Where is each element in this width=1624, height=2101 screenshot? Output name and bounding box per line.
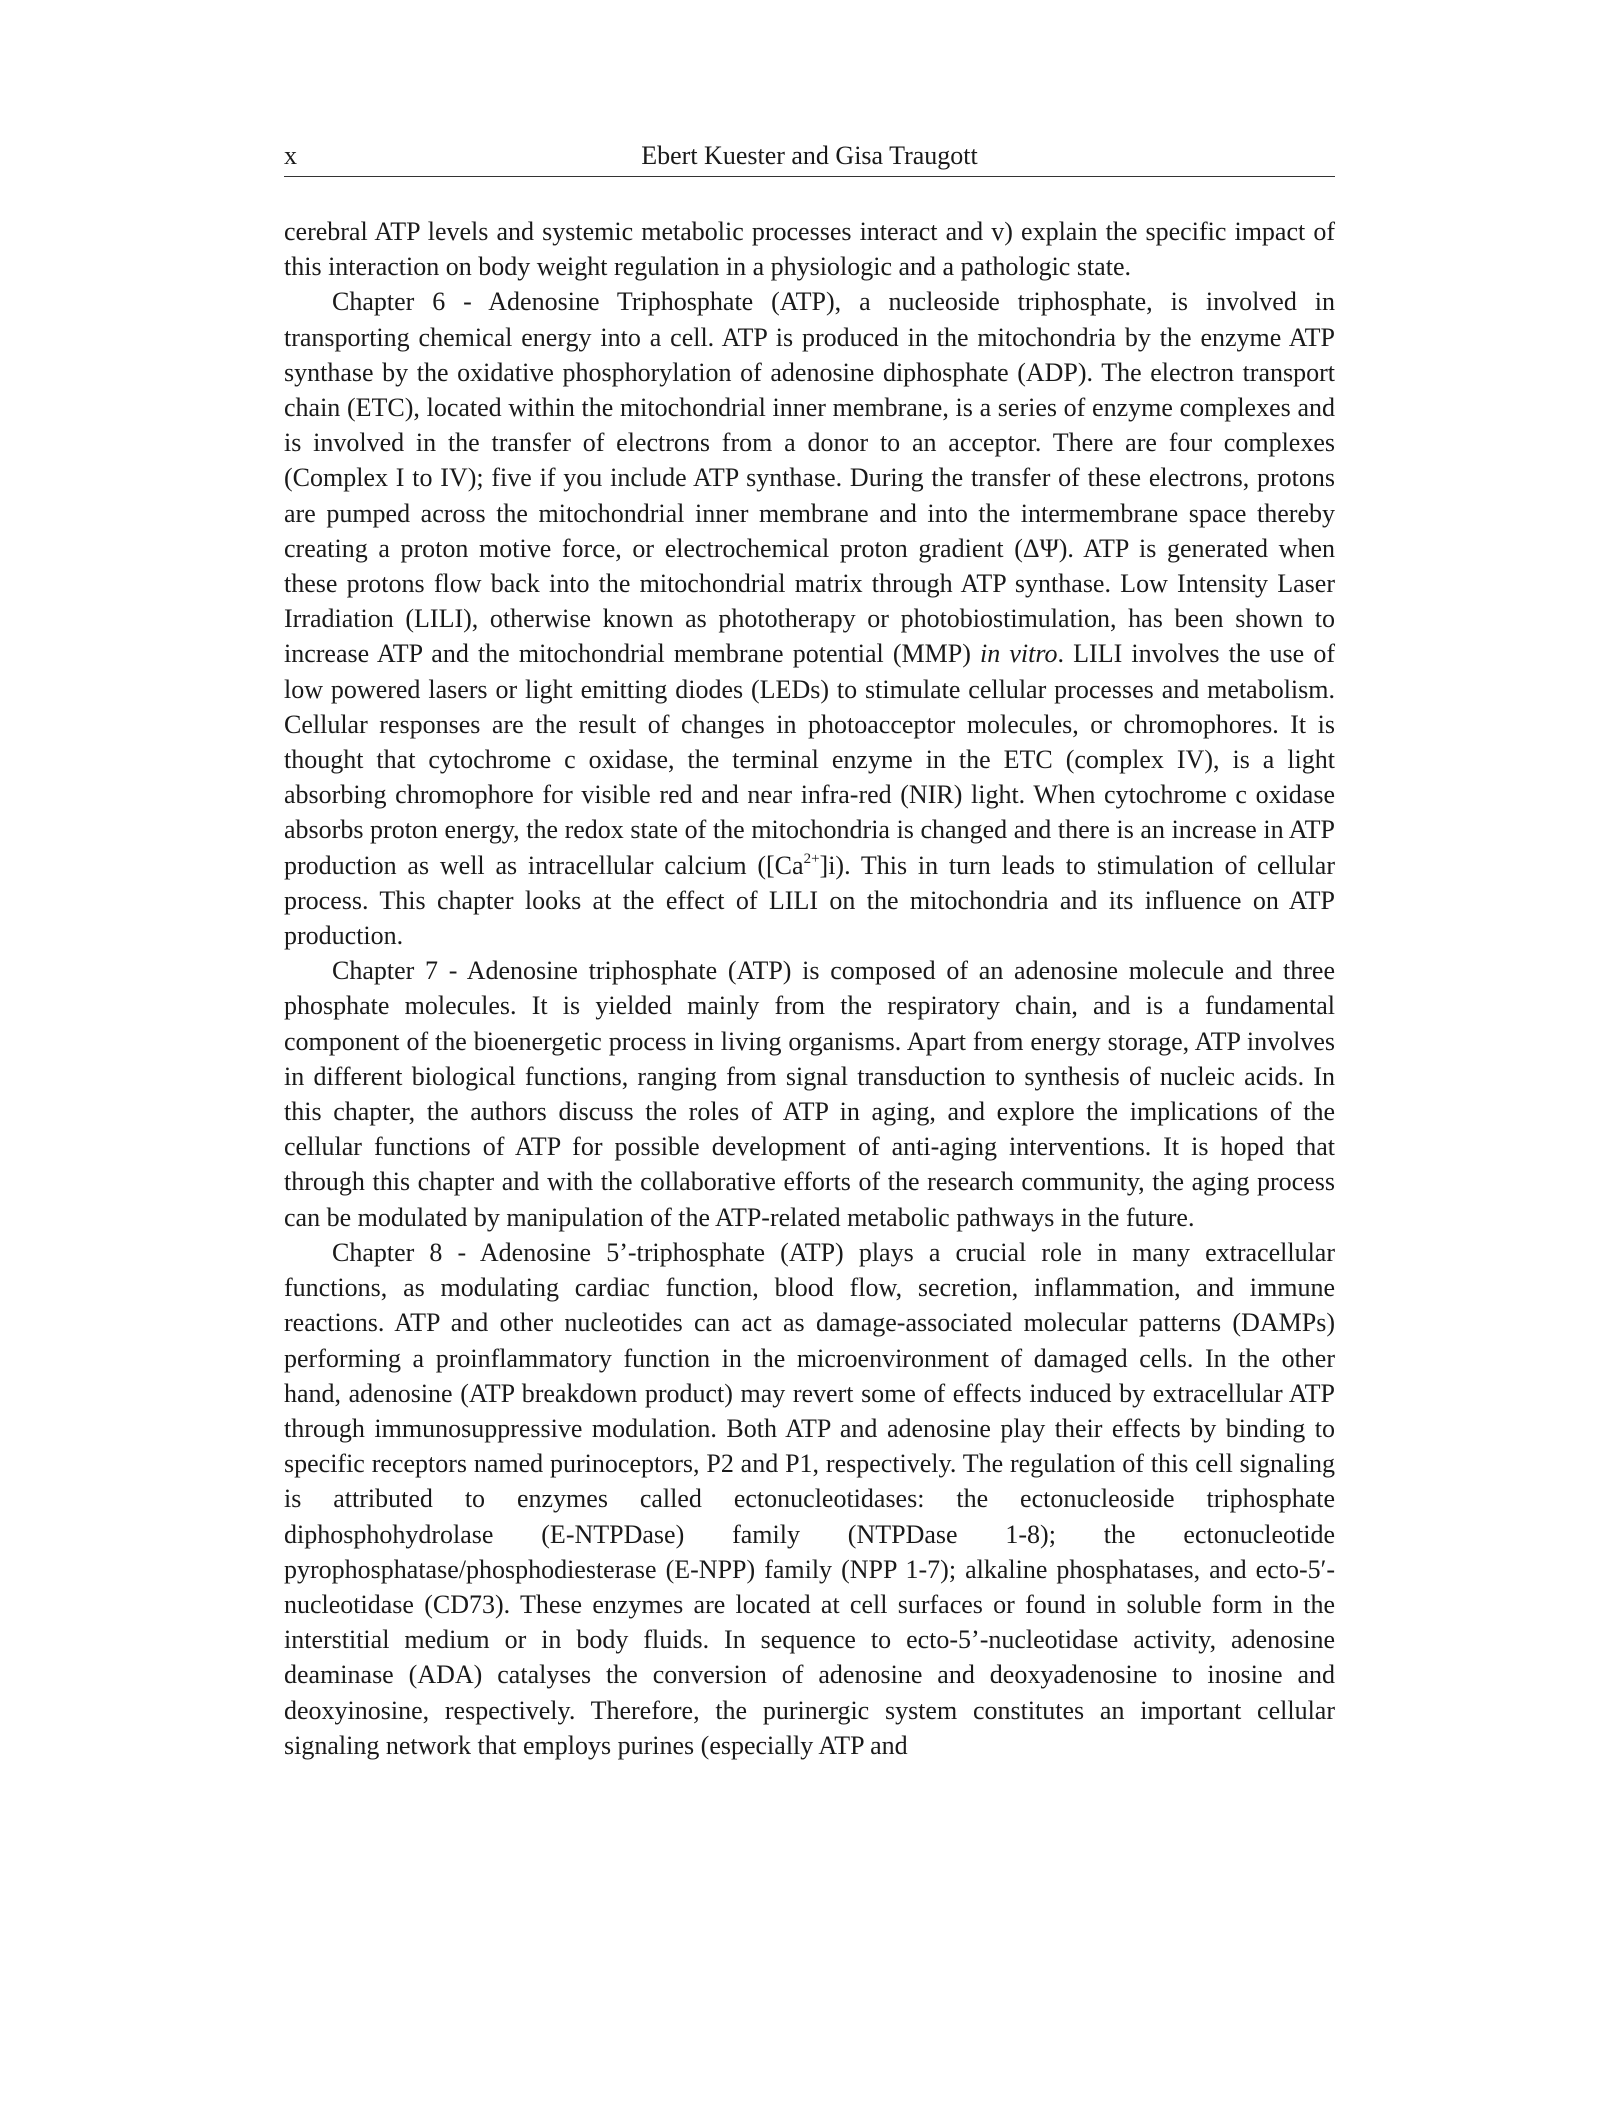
page-number: x (284, 141, 297, 170)
chapter-6-italic-term: in vitro (980, 639, 1058, 669)
paragraph-chapter-7: Chapter 7 - Adenosine triphosphate (ATP) is composed of an adenosine molecule and three phosphate molecules. It is yielded mainly from the respiratory chain, and is a fundamental component of the bioenergetic process in living organisms. Apart from energy storage, ATP involves in different biological functions, ranging from signal transduction to synthesis of nucleic acids. In this chapter, the authors discuss the roles of ATP in aging, and explore the implications of the cellular functions of ATP for possible development of anti-aging interventions. It is hoped that through this chapter and with the collaborative efforts of the research community, the aging process can be modulated by manipulation of the ATP-related metabolic pathways in the future. (284, 956, 1335, 1232)
chapter-6-text-middle: . LILI involves the use of low powered lasers or light emitting diodes (LEDs) to stimulate cellular processes and metabolism. Cellular responses are the result of changes in photoacceptor molecules, or chromophores. It is thought that cytochrome c oxidase, the terminal enzyme in the ETC (complex IV), is a light absorbing chromophore for visible red and near infra-red (NIR) light. When cytochrome c oxidase absorbs proton energy, the redox state of the mitochondria is changed and there is an increase in ATP production as well as intracellular calcium ([Ca (284, 639, 1336, 880)
paragraph-continuation: cerebral ATP levels and systemic metabolic processes interact and v) explain the specific impact of this interaction on body weight regulation in a physiologic and a pathologic state. (284, 217, 1335, 282)
paragraph-chapter-8: Chapter 8 - Adenosine 5’-triphosphate (ATP) plays a crucial role in many extracellular functions, as modulating cardiac function, blood flow, secretion, inflammation, and immune reactions. ATP and other nucleotides can act as damage-associated molecular patterns (DAMPs) performing a proinflammatory function in the microenvironment of damaged cells. In the other hand, adenosine (ATP breakdown product) may revert some of effects induced by extracellular ATP through immunosuppressive modulation. Both ATP and adenosine play their effects by binding to specific receptors named purinoceptors, P2 and P1, respectively. The regulation of this cell signaling is attributed to enzymes called ectonucleotidases: the ectonucleoside triphosphate diphosphohydrolase (E-NTPDase) family (NTPDase 1-8); the ectonucleotide pyrophosphatase/phosphodiesterase (E-NPP) family (NPP 1-7); alkaline phosphatases, and ecto-5′-nucleotidase (CD73). These enzymes are located at cell surfaces or found in soluble form in the interstitial medium or in body fluids. In sequence to ecto-5’-nucleotidase activity, adenosine deaminase (ADA) catalyses the conversion of adenosine and deoxyadenosine to inosine and deoxyinosine, respectively. Therefore, the purinergic system constitutes an important cellular signaling network that employs purines (especially ATP and (284, 1237, 1335, 1760)
chapter-6-text-end: ]i). This in turn leads to stimulation of cellular process. This chapter looks at the effect of LILI on the mitochondria and its influence on ATP production. (284, 850, 1336, 951)
running-head-authors: Ebert Kuester and Gisa Traugott (641, 141, 978, 170)
calcium-charge-superscript: 2+ (803, 850, 820, 867)
paragraph-chapter-6 (284, 284, 1335, 953)
running-head (284, 138, 1335, 177)
page-body (284, 214, 1335, 1763)
chapter-6-text-start: Chapter 6 - Adenosine Triphosphate (ATP), a nucleoside triphosphate, is involved in transporting chemical energy into a cell. ATP is produced in the mitochondria by the enzyme ATP synthase by the oxidative phosphorylation of adenosine diphosphate (ADP). The electron transport chain (ETC), located within the mitochondrial inner membrane, is a series of enzyme complexes and is involved in the transfer of electrons from a donor to an acceptor. There are four complexes (Complex I to IV); five if you include ATP synthase. During the transfer of these electrons, protons are pumped across the mitochondrial inner membrane and into the intermembrane space thereby creating a proton motive force, or electrochemical proton gradient (ΔΨ). ATP is generated when these protons flow back into the mitochondrial matrix through ATP synthase. Low Intensity Laser Irradiation (LILI), otherwise known as phototherapy or photobiostimulation, has been shown to increase ATP and the mitochondrial membrane potential (MMP) (284, 287, 1335, 669)
